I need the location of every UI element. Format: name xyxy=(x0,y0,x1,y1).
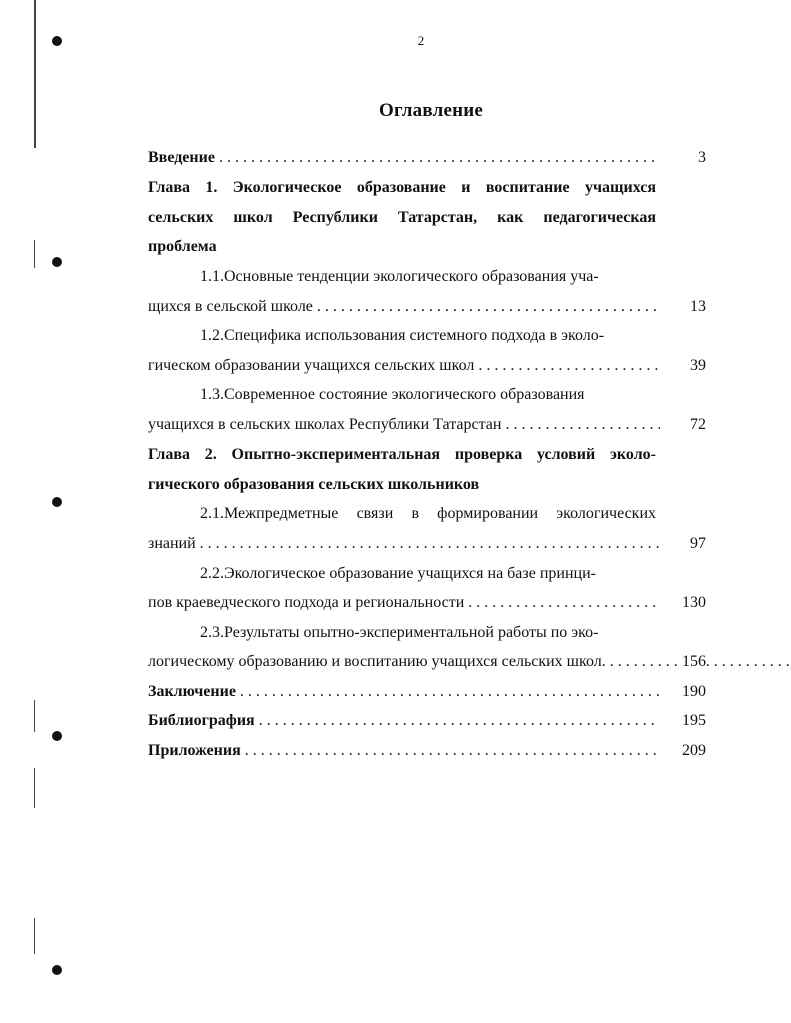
scan-edge-line xyxy=(34,0,36,148)
toc-entry-bibliography[interactable] xyxy=(148,710,706,732)
toc-section-line[interactable]: 1.3.Современное состояние экологического образования xyxy=(200,386,585,403)
toc-page-number: 3 xyxy=(698,147,706,169)
toc-entry-label: Библиография xyxy=(148,712,255,729)
toc-page-number: 190 xyxy=(682,681,706,703)
toc-entry-label: пов краеведческого подхода и региональности xyxy=(148,594,465,611)
toc-entry-intro[interactable] xyxy=(148,147,706,169)
toc-entry-label: знаний xyxy=(148,535,196,552)
toc-page-number: 195 xyxy=(682,710,706,732)
toc-entry-label: Приложения xyxy=(148,742,241,759)
toc-entry-2-1[interactable] xyxy=(148,533,706,555)
toc-entry-appendices[interactable] xyxy=(148,740,706,762)
toc-page-number: 39 xyxy=(690,355,706,377)
toc-entry-label: гическом образовании учащихся сельских школ xyxy=(148,357,475,374)
toc-section-line[interactable]: 1.1.Основные тенденции экологического образования уча- xyxy=(200,268,599,285)
toc-page-number: 72 xyxy=(690,414,706,436)
toc-entry-conclusion[interactable] xyxy=(148,681,706,703)
toc-page-number: 13 xyxy=(690,296,706,318)
toc-chapter-2-line[interactable]: Глава 2. Опытно-экспериментальная проверка условий эколо- xyxy=(148,446,656,463)
toc-chapter-1-line[interactable]: проблема xyxy=(148,238,217,255)
punch-hole-mark xyxy=(52,731,62,741)
toc-entry-label: Заключение xyxy=(148,683,236,700)
toc-section-line[interactable]: 2.1.Межпредметные связи в формировании экологических xyxy=(200,505,656,522)
toc-entry-label: учащихся в сельских школах Республики Татарстан xyxy=(148,416,502,433)
page-number: 2 xyxy=(417,33,425,48)
scan-edge-line xyxy=(34,240,35,268)
toc-chapter-1-line[interactable]: сельских школ Республики Татарстан, как педагогическая xyxy=(148,209,656,226)
toc-chapter-1-line[interactable]: Глава 1. Экологическое образование и воспитание учащихся xyxy=(148,179,656,196)
page-title: Оглавление xyxy=(378,100,484,121)
toc-entry-1-2[interactable] xyxy=(148,355,706,377)
scan-edge-line xyxy=(34,768,35,808)
punch-hole-mark xyxy=(52,497,62,507)
toc-section-line[interactable]: 1.2.Специфика использования системного подхода в эколо- xyxy=(200,327,605,344)
toc-entry-2-3[interactable] xyxy=(148,651,706,673)
punch-hole-mark xyxy=(52,965,62,975)
scan-edge-line xyxy=(34,700,35,732)
toc-entry-label: логическому образованию и воспитанию учащихся сельских школ. xyxy=(148,653,606,670)
toc-entry-label: Введение xyxy=(148,149,215,166)
scan-edge-line xyxy=(34,918,35,954)
toc-page-number: 97 xyxy=(690,533,706,555)
toc-entry-1-1[interactable] xyxy=(148,296,706,318)
toc-page-number: 156 xyxy=(682,651,706,673)
toc-section-line[interactable]: 2.2.Экологическое образование учащихся на базе принци- xyxy=(200,565,596,582)
toc-section-line[interactable]: 2.3.Результаты опытно-экспериментальной работы по эко- xyxy=(200,624,599,641)
toc-entry-label: щихся в сельской школе xyxy=(148,298,313,315)
toc-page-number: 130 xyxy=(682,592,706,614)
toc-chapter-2-line[interactable]: гического образования сельских школьников xyxy=(148,476,480,493)
toc-entry-1-3[interactable] xyxy=(148,414,706,436)
punch-hole-mark xyxy=(52,257,62,267)
toc-entry-2-2[interactable] xyxy=(148,592,706,614)
toc-page-number: 209 xyxy=(682,740,706,762)
